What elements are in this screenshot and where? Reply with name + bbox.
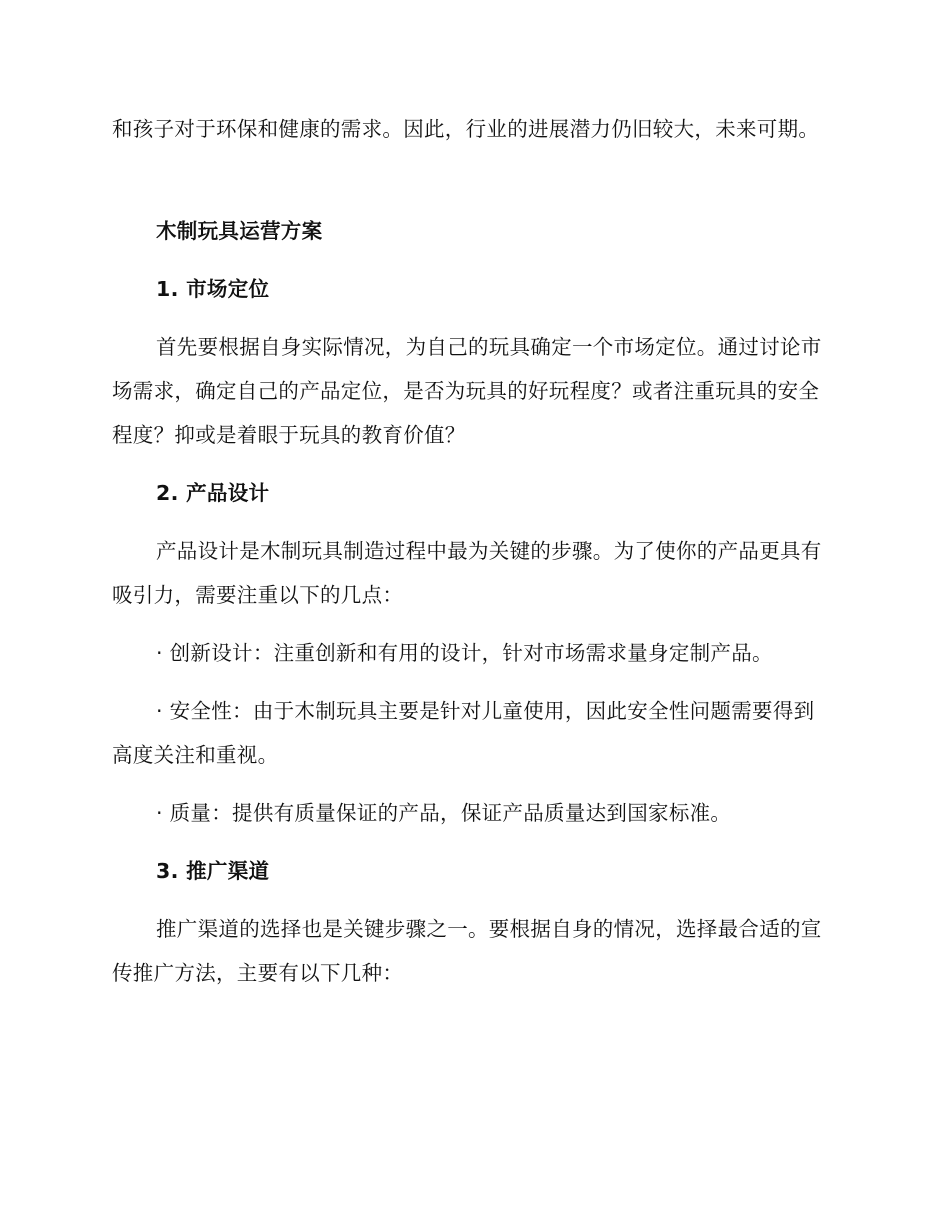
continuation-paragraph: 和孩子对于环保和健康的需求。因此，行业的进展潜力仍旧较大，未来可期。 xyxy=(112,117,820,141)
bullet-quality: · 质量：提供有质量保证的产品，保证产品质量达到国家标准。 xyxy=(156,801,732,825)
section-heading-product-design: 2. 产品设计 xyxy=(156,481,270,505)
bullet-innovation: · 创新设计：注重创新和有用的设计，针对市场需求量身定制产品。 xyxy=(156,641,773,665)
section-paragraph-product-design: 产品设计是木制玩具制造过程中最为关键的步骤。为了使你的产品更具有吸引力，需要注重以下的几点： xyxy=(112,539,822,607)
bullet-safety: · 安全性：由于木制玩具主要是针对儿童使用，因此安全性问题需要得到高度关注和重视。 xyxy=(112,699,815,767)
document-title: 木制玩具运营方案 xyxy=(156,219,323,243)
section-heading-promotion-channels: 3. 推广渠道 xyxy=(156,859,270,883)
section-paragraph-promotion-channels: 推广渠道的选择也是关键步骤之一。要根据自身的情况，选择最合适的宣传推广方法，主要有以下几种： xyxy=(112,917,822,985)
section-paragraph-market-positioning: 首先要根据自身实际情况，为自己的玩具确定一个市场定位。通过讨论市场需求，确定自己的产品定位，是否为玩具的好玩程度？或者注重玩具的安全程度？抑或是着眼于玩具的教育价值？ xyxy=(112,335,822,447)
section-heading-market-positioning: 1. 市场定位 xyxy=(156,277,270,301)
